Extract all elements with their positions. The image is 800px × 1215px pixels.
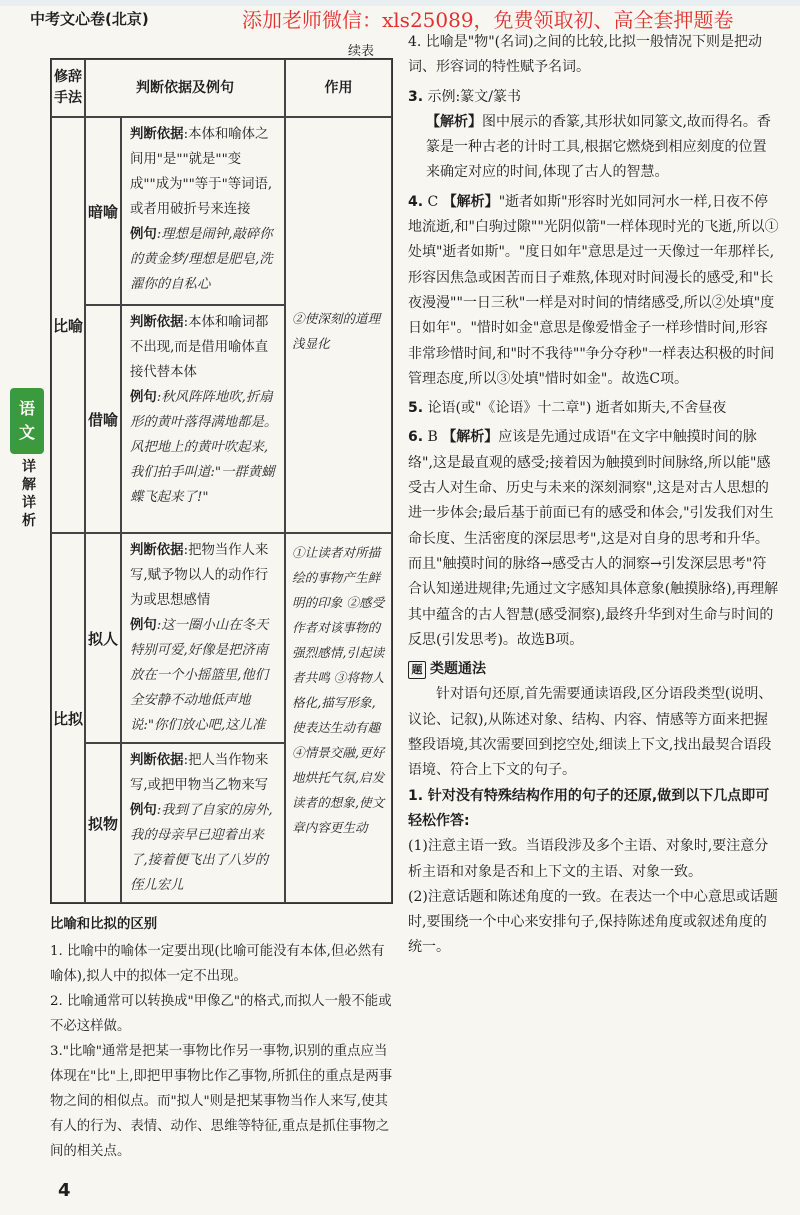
q5-answer: 论语(或"《论语》十二章") 逝者如斯夫,不舍昼夜 [427, 400, 727, 417]
subject-tab-char-2: 文 [18, 423, 35, 442]
personify-basis-label: 判断依据 [130, 543, 184, 558]
section-label-char-2: 解 [22, 477, 36, 493]
objectify-basis-label: 判断依据 [130, 753, 184, 768]
implicit-example-label: 例句 [130, 227, 157, 242]
section-label-char-1: 详 [22, 459, 36, 475]
method-text: 针对语句还原,首先需要通读语段,区分语段类型(说明、议论、记叙),从陈述对象、结构、内容、情感等方面来把握整段语境,其次需要回到挖空处,细读上下文,找出最契合语段语境、符合上下文的句子。 [408, 686, 773, 779]
objectify-content [121, 743, 285, 903]
q4-answer: C [427, 193, 439, 210]
subject-tab [10, 388, 44, 454]
q4-tag: 【解析】 [442, 193, 499, 210]
book-title: 中考文心卷(北京) [30, 10, 149, 28]
subject-tab-char-1: 语 [18, 399, 35, 418]
answer-column [408, 30, 780, 961]
q4-number: 4. [408, 193, 424, 210]
personify-basis-text: :把物当作人来写,赋予物以人的动作行为或思想感情 [130, 543, 269, 608]
objectify-example-text: :我到了自家的房外,我的母亲早已迎着出来了,接着便飞出了八岁的侄儿宏儿 [130, 803, 273, 893]
method-pencil-icon: 题 [408, 661, 426, 679]
personification-effect: ①让读者对所描绘的事物产生鲜明的印象 ②感受作者对该事物的强烈感情,引起读者共鸣 ③将物人格化,描写形象,使表达生动有趣 ④情景交融,更好地烘托气氛,启发读者的想象,使文章内容更生动 [285, 533, 392, 903]
q4-block [408, 190, 780, 392]
q3-answer: 示例:篆文/篆书 [427, 88, 521, 105]
page-number: 4 [58, 1180, 71, 1201]
q4-analysis-text: "逝者如斯"形容时光如同河水一样,日夜不停地流逝,和"白驹过隙""光阴似箭"一样体现时光的飞逝,所以①处填"逝者如斯"。"度日如年"意思是过一天像过一年那样长,形容因焦急或困苦而日子难熬,体现对时间漫长的感受,和"长夜漫漫""一日三秋"一样是对时间的情绪感受,所以②处填"度日如年"。"惜时如金"意思是像爱惜金子一样珍惜时间,形容非常珍惜时间,和"时不我待""争分夺秒"一样表达积极的时间管理态度,所以③处填"惜时如金"。故选C项。 [408, 193, 779, 387]
objectify-example-label: 例句 [130, 803, 157, 818]
col-header-technique: 修辞手法 [51, 59, 85, 117]
borrowed-example-label: 例句 [130, 390, 157, 405]
personify-content [121, 533, 285, 743]
col-header-effect: 作用 [285, 59, 392, 117]
metaphor-effect: ②使深刻的道理浅显化 [285, 117, 392, 533]
difference-notes [50, 912, 395, 1164]
q6-number: 6. [408, 429, 424, 446]
method-sub-1: (1)注意主语一致。当语段涉及多个主语、对象时,要注意分析主语和对象是否和上下文的主语、对象一致。 [408, 838, 769, 880]
q3-tag: 【解析】 [426, 113, 482, 130]
rhetoric-table [50, 58, 393, 904]
implicit-example-text: :理想是闹钟,敲碎你的黄金梦/理想是肥皂,洗濯你的自私心 [130, 227, 273, 292]
implicit-metaphor-label: 暗喻 [85, 117, 121, 305]
borrowed-basis-label: 判断依据 [130, 315, 184, 330]
note-item-2: 2. 比喻通常可以转换成"甲像乙"的格式,而拟人一般不能或不必这样做。 [50, 994, 392, 1034]
implicit-metaphor-content [121, 117, 285, 305]
section-label-char-3: 详 [22, 495, 36, 511]
section-label-char-4: 析 [22, 513, 36, 529]
table-continued-label: 续表 [348, 44, 375, 59]
personify-label: 拟人 [85, 533, 121, 743]
personification-group-label: 比拟 [51, 533, 85, 903]
note-item-3: 3."比喻"通常是把某一事物比作另一事物,识别的重点应当体现在"比"上,即把甲事物比作乙事物,所抓住的重点是两事物之间的相似点。而"拟人"则是把某事物当作人来写,使其有人的行为、表情、动作、思维等特征,重点是抓住事物之间的相关点。 [50, 1044, 393, 1159]
q3-number: 3. [408, 88, 424, 105]
q5-number: 5. [408, 400, 424, 417]
q6-tag: 【解析】 [442, 429, 499, 446]
objectify-basis-text: :把人当作物来写,或把甲物当乙物来写 [130, 753, 269, 793]
method-title: 类题通法 [430, 661, 486, 678]
personify-example-text: :这一圈小山在冬天特别可爱,好像是把济南放在一个小摇篮里,他们全安静不动地低声地说:"你们放心吧,这儿准 [130, 618, 269, 733]
method-point-1: 1. 针对没有特殊结构作用的句子的还原,做到以下几点即可轻松作答: [408, 787, 770, 829]
q3-analysis-text: 图中展示的香篆,其形状如同篆文,故而得名。香篆是一种古老的计时工具,根据它燃烧到相应刻度的位置来确定对应的时间,体现了古人的智慧。 [426, 113, 771, 181]
implicit-basis-label: 判断依据 [130, 127, 184, 142]
objectify-label: 拟物 [85, 743, 121, 903]
notes-title: 比喻和比拟的区别 [50, 917, 158, 932]
personify-example-label: 例句 [130, 618, 157, 633]
method-sub-2: (2)注意话题和陈述角度的一致。在表达一个中心意思或话题时,要围绕一个中心来安排句子,保持陈述角度或叙述角度的统一。 [408, 888, 778, 956]
borrowed-example-text: :秋风阵阵地吹,折扇形的黄叶落得满地都是。风把地上的黄叶吹起来,我们拍手叫道:"一群黄蝴蝶飞起来了!" [130, 390, 278, 505]
metaphor-label: 比喻 [51, 117, 85, 533]
borrowed-metaphor-content [121, 305, 285, 533]
col-header-basis: 判断依据及例句 [85, 59, 285, 117]
q6-answer: B [427, 429, 438, 446]
section-label [18, 458, 40, 530]
implicit-basis-text: :本体和喻体之间用"是""就是""变成""成为""等于"等词语,或者用破折号来连接 [130, 127, 273, 217]
q6-block [408, 425, 780, 653]
note-item-1: 1. 比喻中的喻体一定要出现(比喻可能没有本体,但必然有喻体),拟人中的拟体一定不出现。 [50, 944, 385, 984]
method-heading [408, 657, 780, 682]
borrowed-metaphor-label: 借喻 [85, 305, 121, 533]
intro-note: 4. 比喻是"物"(名词)之间的比较,比拟一般情况下则是把动词、形容词的特性赋予名词。 [408, 34, 763, 76]
q3-block [408, 85, 780, 110]
borrowed-basis-text: :本体和喻词都不出现,而是借用喻体直接代替本体 [130, 315, 269, 380]
watermark-text: 添加老师微信：xls25089，免费领取初、高全套押题卷 [242, 8, 734, 32]
q5-block [408, 396, 780, 421]
q6-analysis-text: 应该是先通过成语"在文字中触摸时间的脉络",这是最直观的感受;接着因为触摸到时间脉络,所以能"感受古人对生命、历史与未来的深刻洞察",这是对古人思想的进一步体会;最后基于前面已有的感受和体会,"引发我们对生命长度、生活密度的深层思考",这是对自身的思考和升华。而且"触摸时间的脉络→感受古人的洞察→引发深层思考"符合认知递进规律;先通过文字感知具体意象(触摸脉络),再理解其中蕴含的古人智慧(感受洞察),最终升华到对生命与时间的反思(引发思考)。故选B项。 [408, 429, 779, 648]
q3-analysis [408, 110, 780, 186]
